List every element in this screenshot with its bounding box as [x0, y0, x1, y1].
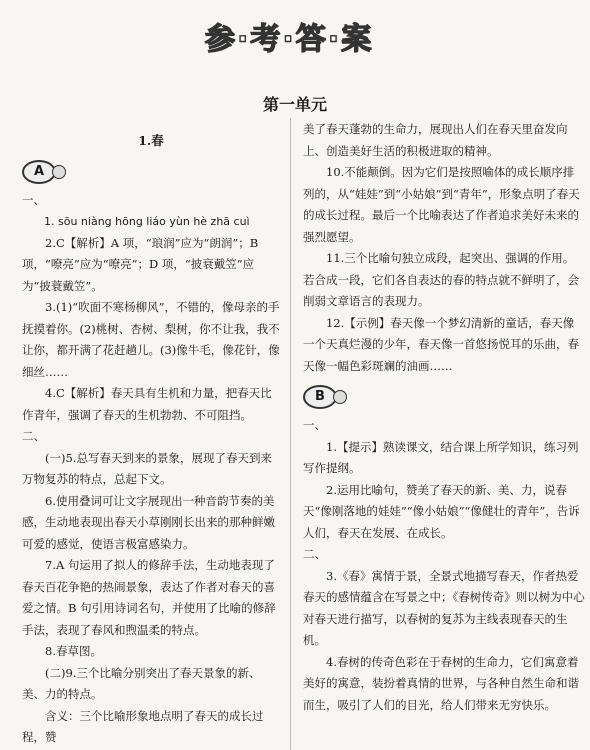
text-line: (一)5.总写春天到来的景象，展现了春天到来万物复苏的特点，总起下文。: [22, 450, 272, 486]
right-column: [303, 119, 585, 716]
text-line: 10.不能颠倒。因为它们是按照喻体的成长顺序排列的，从“娃娃”到“小姑娘”到“青年”，形象点明了春天的成长过程。最后一个比喻表达了作者追求美好未来的强烈愿望。: [303, 165, 580, 244]
text-line: 二、: [303, 547, 326, 561]
left-column: [22, 130, 280, 749]
text-line: 1. sōu niàng hōng liáo yùn hè zhā cuì: [44, 215, 250, 228]
text-line: 3.《春》寓情于景，全景式地描写春天，作者热爱春天的感情蕴含在写景之中；《春树传奇》则以树为中心对春天进行描写，以春树的复苏为主线表现春天的生机。: [303, 568, 585, 647]
text-line: 12.【示例】春天像一个梦幻清新的童话，春天像一个天真烂漫的少年，春天像一首悠扬悦耳的乐曲，春天像一幅色彩斑斓的油画……: [303, 315, 579, 373]
lesson-title: 1.春: [138, 133, 164, 148]
text-line: 美了春天蓬勃的生命力，展现出人们在春天里奋发向上、创造美好生活的积极进取的精神。: [303, 122, 568, 158]
text-line: 含义：三个比喻形象地点明了春天的成长过程，赞: [22, 708, 264, 744]
section-b-badge: [303, 385, 347, 409]
text-line: 2.运用比喻句，赞美了春天的新、美、力，说春天“像刚落地的娃娃”“像小姑娘”“像健壮的青年”，告诉人们，春天在发展、在成长。: [303, 482, 580, 540]
answer-key-header: [0, 6, 590, 57]
column-divider: [290, 118, 291, 750]
text-line: 8.春草图。: [45, 644, 102, 658]
unit-title: 第一单元: [262, 95, 327, 114]
text-line: 1.【提示】熟读课文，结合课上所学知识，练习列写作提纲。: [303, 439, 579, 475]
section-b-label: B: [303, 385, 337, 409]
text-line: 二、: [22, 429, 45, 443]
header-title: 参·考·答·案: [205, 22, 374, 57]
text-line: 7.A 句运用了拟人的修辞手法，生动地表现了春天百花争艳的热闹景象，表达了作者对春天的喜爱之情。B 句引用诗词名句，并使用了比喻的修辞手法，表现了春风和煦温柔的特点。: [22, 558, 276, 637]
text-line: 6.使用叠词可让文字展现出一种音韵节奏的美感，生动地表现出春天小草刚刚长出来的那种鲜嫩可爱的感觉，使语言极富感染力。: [22, 493, 275, 551]
badge-dot-icon: [333, 390, 347, 404]
text-line: 4.C【解析】春天具有生机和力量，把春天比作青年，强调了春天的生机勃勃、不可阻挡。: [22, 386, 272, 422]
text-line: (二)9.三个比喻分别突出了春天景象的新、美、力的特点。: [22, 665, 261, 701]
section-a-label: A: [22, 160, 56, 184]
section-a-badge: [22, 160, 66, 184]
badge-dot-icon: [52, 165, 66, 179]
text-line: 3.(1)“吹面不寒杨柳风”，不错的，像母亲的手抚摸着你。(2)桃树、杏树、梨树，你不让我，我不让你，都开满了花赶趟儿。(3)像牛毛，像花针，像细丝……: [22, 300, 280, 379]
text-line: 一、: [303, 418, 326, 432]
text-line: 4.春树的传奇色彩在于春树的生命力，它们寓意着美好的寓意，装扮着真情的世界，与各种自然生命和谐而生，吸引了人们的目光，给人们带来无穷快乐。: [303, 654, 579, 712]
text-line: 一、: [22, 192, 45, 207]
text-line: 2.C【解析】A 项，“琅润”应为“朗润”；B 项，“嘹亮”应为“嘹亮”；D 项，“披衰戴笠”应为“披蓑戴笠”。: [22, 235, 259, 293]
text-line: 11.三个比喻句独立成段，起突出、强调的作用。若合成一段，它们各自表达的春的特点就不鲜明了，会削弱文章语言的表现力。: [303, 251, 579, 308]
